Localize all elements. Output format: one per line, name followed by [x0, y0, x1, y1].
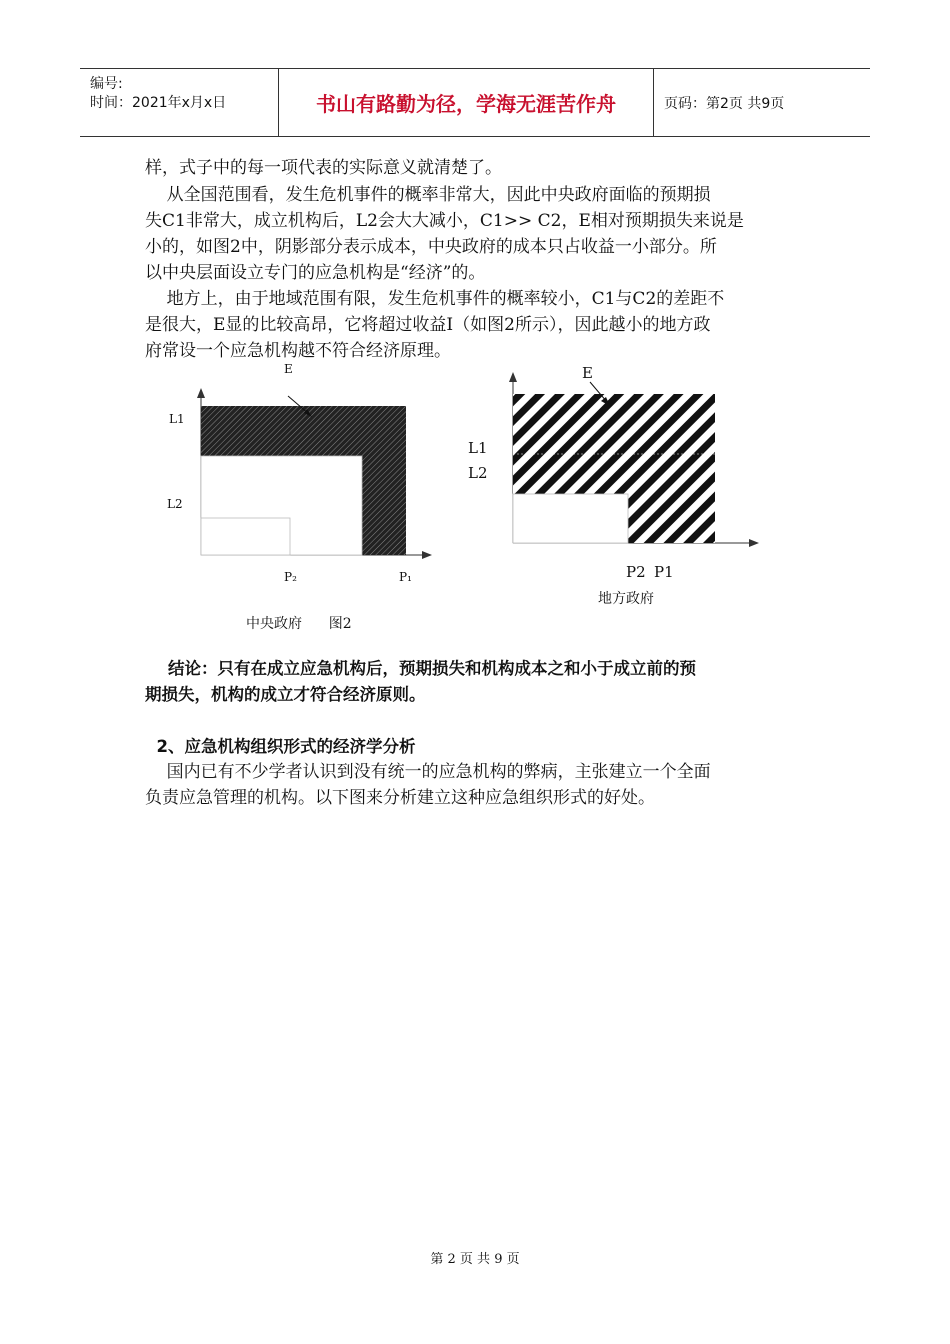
page-footer: 第 2 页 共 9 页: [430, 1252, 520, 1267]
caption-left: 中央政府 图2: [246, 616, 352, 632]
figure-local-government: [490, 360, 770, 560]
loss-region-small: [201, 518, 290, 555]
section-heading: 2、应急机构组织形式的经济学分析: [145, 737, 416, 756]
text-line: 府常设一个应急机构越不符合经济原理。: [145, 341, 451, 361]
label-l1: L1: [169, 412, 185, 426]
label-p1: P₁: [399, 570, 412, 584]
label-l1: L1: [468, 439, 488, 457]
text-line: 负责应急管理的机构。以下图来分析建立这种应急组织形式的好处。: [145, 788, 655, 808]
text-line: 国内已有不少学者认识到没有统一的应急机构的弊病，主张建立一个全面: [145, 762, 711, 782]
y-axis-arrow: [509, 372, 517, 382]
label-p1: P1: [654, 563, 674, 581]
text-line: 小的，如图2中，阴影部分表示成本，中央政府的成本只占收益一小部分。所: [145, 237, 717, 257]
motto: 书山有路勤为径，学海无涯苦作舟: [279, 69, 654, 136]
label-e: E: [582, 364, 593, 382]
page-info: 页码：第2页 共9页: [664, 96, 785, 112]
benefit-region: [513, 494, 628, 543]
label-e: E: [284, 362, 293, 376]
text-line: 失C1非常大，成立机构后，L2会大大减小，C1>> C2，E相对预期损失来说是: [145, 211, 744, 231]
date-label: 时间：2021年x月x日: [90, 95, 227, 111]
x-axis-arrow: [422, 551, 432, 559]
text-line: 以中央层面设立专门的应急机构是“经济”的。: [145, 263, 486, 283]
doc-number-label: 编号:: [90, 76, 123, 92]
x-axis-arrow: [749, 539, 759, 547]
text-line: 是很大，E显的比较高昂，它将超过收益I（如图2所示），因此越小的地方政: [145, 315, 711, 335]
label-p2: P₂: [284, 570, 297, 584]
label-l2: L2: [167, 497, 183, 511]
text-line: 结论：只有在成立应急机构后，预期损失和机构成本之和小于成立前的预: [145, 659, 696, 678]
caption-right: 地方政府: [598, 591, 654, 607]
text-line: 地方上，由于地域范围有限，发生危机事件的概率较小，C1与C2的差距不: [145, 289, 725, 309]
page-header: [80, 68, 870, 137]
label-l2: L2: [468, 464, 488, 482]
text-line: 从全国范围看，发生危机事件的概率非常大，因此中央政府面临的预期损: [145, 185, 711, 205]
label-p2: P2: [626, 563, 646, 581]
header-meta-cell: [80, 69, 279, 136]
text-line: 期损失，机构的成立才符合经济原则。: [145, 685, 426, 704]
y-axis-arrow: [197, 388, 205, 398]
figure-central-government: [160, 380, 460, 570]
paragraph-1: 样，式子中的每一项代表的实际意义就清楚了。: [145, 158, 502, 178]
